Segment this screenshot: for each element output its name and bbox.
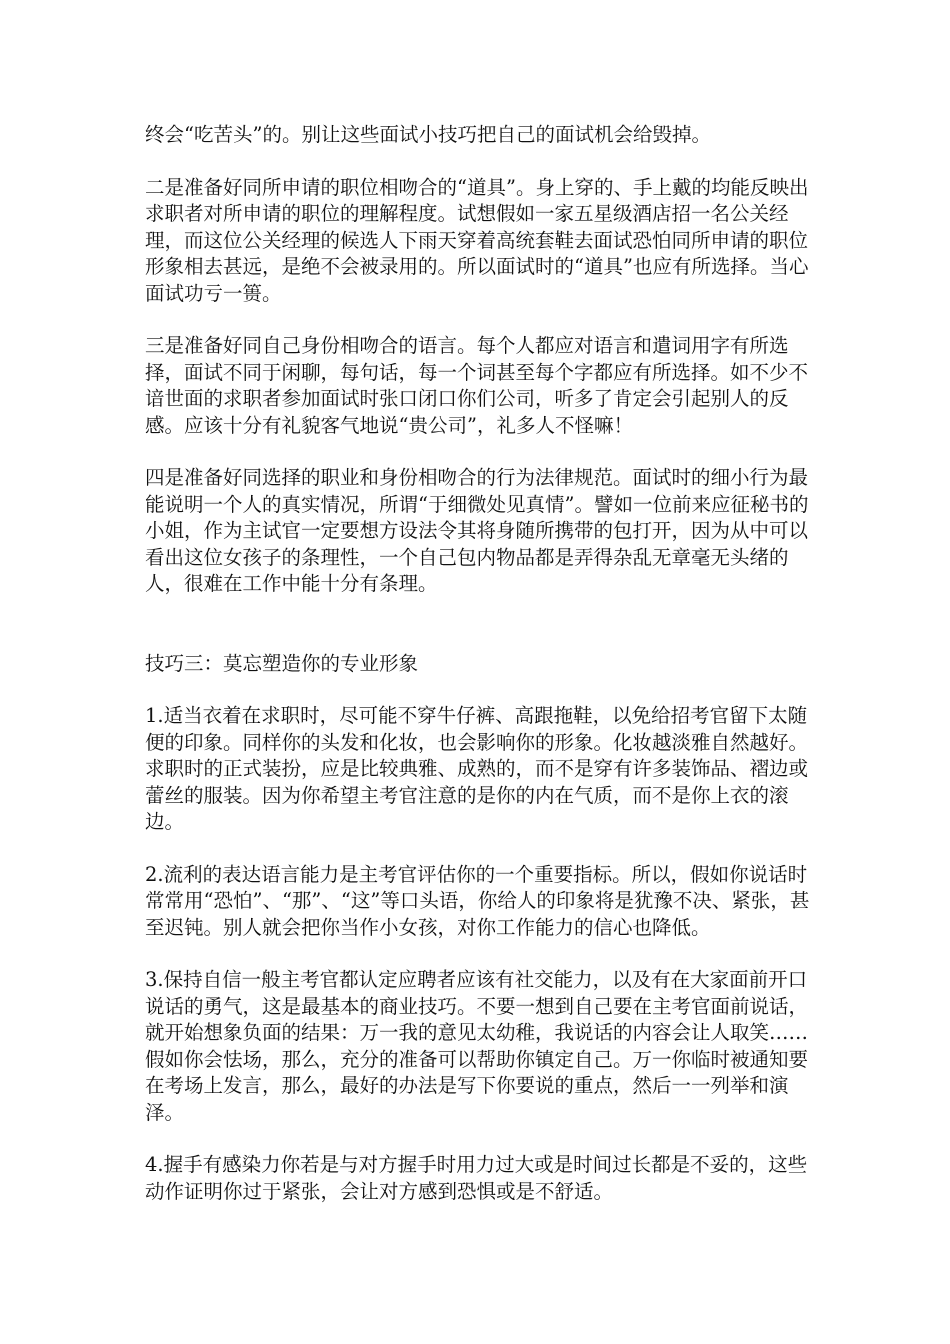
paragraph-intro: 终会“吃苦头”的。别让这些面试小技巧把自己的面试机会给毁掉。 bbox=[145, 123, 711, 146]
tip-confidence: 3.保持自信一般主考官都认定应聘者应该有社交能力，以及有在大家面前开口说话的勇气，这是最基本的商业技巧。不要一想到自己要在主考官面前说话，就开始想象负面的结果：万一我的意见太幼稚，我说话的内容会让人取笑……假如你会怯场，那么，充分的准备可以帮助你镇定自己。万一你临时被通知要在考场上发言，那么，最好的办法是写下你要说的重点，然后一一列举和演泽。 bbox=[145, 968, 809, 1124]
paragraph-behavior: 四是准备好同选择的职业和身份相吻合的行为法律规范。面试时的细小行为最能说明一个人的真实情况，所谓“于细微处见真情”。譬如一位前来应征秘书的小姐，作为主试官一定要想方设法令其将身随所携带的包打开，因为从中可以看出这位女孩子的条理性，一个自己包内物品都是弄得杂乱无章毫无头绪的人，很难在工作中能十分有条理。 bbox=[145, 466, 809, 595]
document-body bbox=[145, 122, 810, 1231]
paragraph-language: 三是准备好同自己身份相吻合的语言。每个人都应对语言和遣词用字有所选择，面试不同于闲聊，每句话，每一个词甚至每个字都应有所选择。如不少不谙世面的求职者参加面试时张口闭口你们公司，听多了肯定会引起别人的反感。应该十分有礼貌客气地说“贵公司”，礼多人不怪嘛！ bbox=[145, 334, 809, 437]
tip-expression: 2.流利的表达语言能力是主考官评估你的一个重要指标。所以，假如你说话时常常用“恐怕”、“那”、“这”等口头语，你给人的印象将是犹豫不决、紧张，甚至迟钝。别人就会把你当作小女孩，对你工作能力的信心也降低。 bbox=[145, 862, 810, 939]
tip-handshake: 4.握手有感染力你若是与对方握手时用力过大或是时间过长都是不妥的，这些动作证明你过于紧张，会让对方感到恐惧或是不舒适。 bbox=[145, 1153, 808, 1203]
section-heading: 技巧三：莫忘塑造你的专业形象 bbox=[145, 651, 419, 675]
paragraph-props: 二是准备好同所申请的职位相吻合的“道具”。身上穿的、手上戴的均能反映出求职者对所申请的职位的理解程度。试想假如一家五星级酒店招一名公关经理，而这位公关经理的候选人下雨天穿着高统套鞋去面试恐怕同所申请的职位形象相去甚远，是绝不会被录用的。所以面试时的“道具”也应有所选择。当心面试功亏一篑。 bbox=[145, 175, 809, 305]
tip-attire: 1.适当衣着在求职时，尽可能不穿牛仔裤、高跟拖鞋，以免给招考官留下太随便的印象。同样你的头发和化妆，也会影响你的形象。化妆越淡雅自然越好。求职时的正式装扮，应是比较典雅、成熟的，而不是穿有许多装饰品、褶边或蕾丝的服装。因为你希望主考官注意的是你的内在气质，而不是你上衣的滚边。 bbox=[145, 704, 809, 833]
